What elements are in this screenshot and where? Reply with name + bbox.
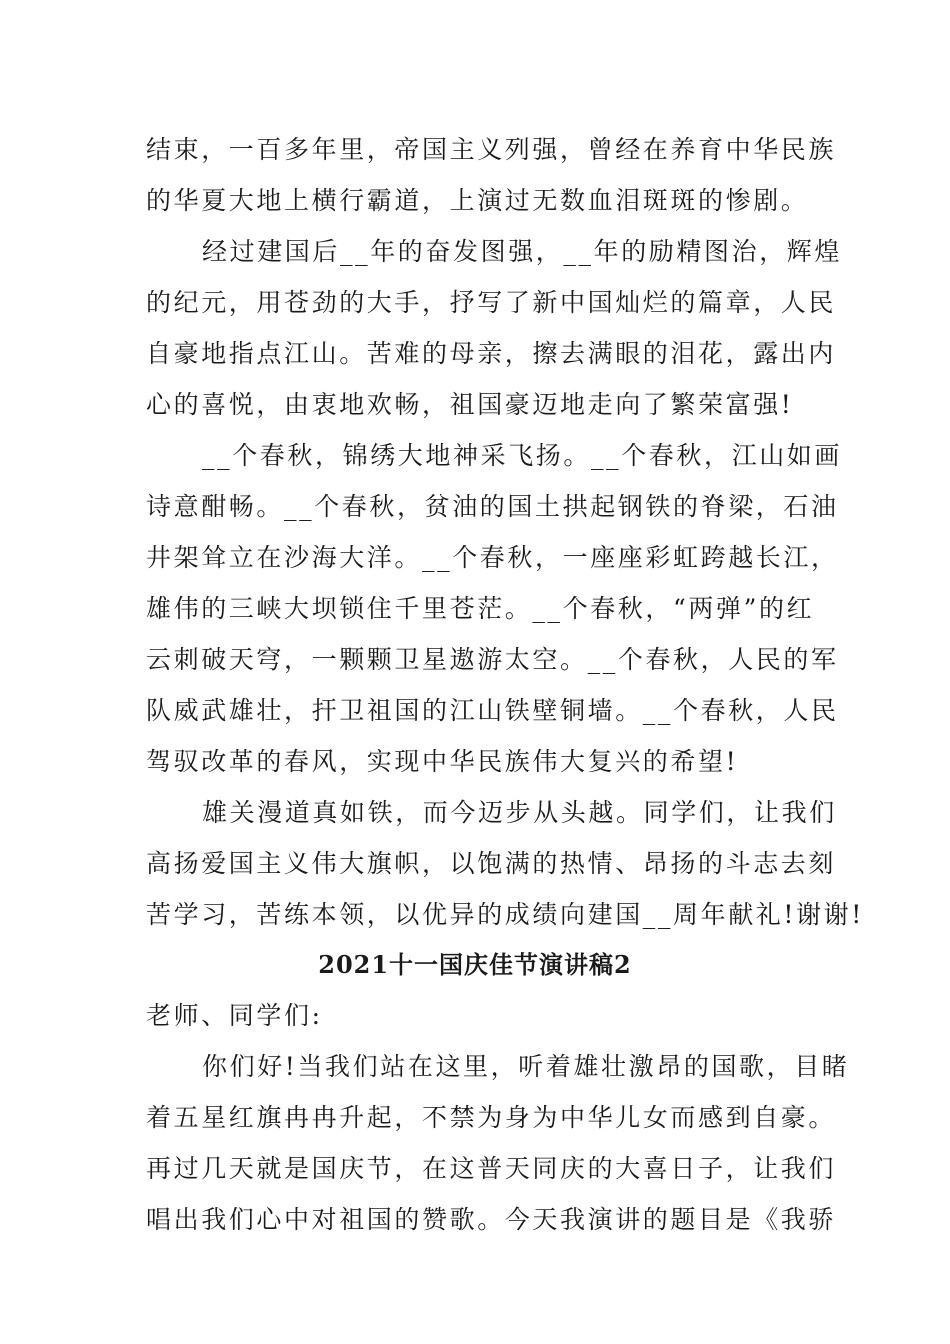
paragraph-2-line-1: 经过建国后__年的奋发图强，__年的励精图治，辉煌: [202, 237, 843, 266]
paragraph-5-line-1: 你们好!当我们站在这里，听着雄壮激昂的国歌，目睹: [202, 1052, 850, 1081]
paragraph-2-line-4: 心的喜悦，由衷地欢畅，祖国豪迈地走向了繁荣富强!: [146, 390, 794, 419]
paragraph-3-line-6: 队威武雄壮，扞卫祖国的江山铁壁铜墙。__个春秋，人民: [146, 696, 839, 725]
section-title: 2021十一国庆佳节演讲稿2: [318, 950, 632, 979]
paragraph-2-line-3: 自豪地指点江山。苦难的母亲，擦去满眼的泪花，露出内: [146, 339, 837, 368]
paragraph-3-line-3: 井架耸立在沙海大洋。__个春秋，一座座彩虹跨越长江，: [146, 543, 839, 572]
paragraph-1-line-2: 的华夏大地上横行霸道，上演过无数血泪斑斑的惨剧。: [146, 186, 809, 215]
paragraph-3-line-4: 雄伟的三峡大坝锁住千里苍茫。__个春秋，“两弹”的红: [146, 594, 815, 623]
paragraph-4-line-1: 雄关漫道真如铁，而今迈步从头越。同学们，让我们: [202, 798, 837, 827]
paragraph-3-line-5: 云刺破天穹，一颗颗卫星遨游太空。__个春秋，人民的军: [146, 645, 839, 674]
paragraph-3-line-1: __个春秋，锦绣大地神采飞扬。__个春秋，江山如画: [202, 441, 843, 470]
paragraph-5-line-3: 再过几天就是国庆节，在这普天同庆的大喜日子，让我们: [146, 1154, 837, 1183]
paragraph-5-line-4: 唱出我们心中对祖国的赞歌。今天我演讲的题目是《我骄: [146, 1205, 837, 1234]
paragraph-3-line-2: 诗意酣畅。__个春秋，贫油的国土拱起钢铁的脊梁，石油: [146, 492, 839, 521]
paragraph-1-line-1: 结束，一百多年里，帝国主义列强，曾经在养育中华民族: [146, 135, 837, 164]
paragraph-2-line-2: 的纪元，用苍劲的大手，抒写了新中国灿烂的篇章，人民: [146, 288, 837, 317]
paragraph-3-line-7: 驾驭改革的春风，实现中华民族伟大复兴的希望!: [146, 747, 739, 776]
paragraph-4-line-2: 高扬爱国主义伟大旗帜，以饱满的热情、昂扬的斗志去刻: [146, 849, 837, 878]
paragraph-5-line-2: 着五星红旗冉冉升起，不禁为身为中华儿女而感到自豪。: [146, 1103, 837, 1132]
salutation: 老师、同学们:: [146, 1001, 323, 1030]
paragraph-4-line-3: 苦学习，苦练本领，以优异的成绩向建国__周年献礼!谢谢!: [146, 900, 864, 929]
